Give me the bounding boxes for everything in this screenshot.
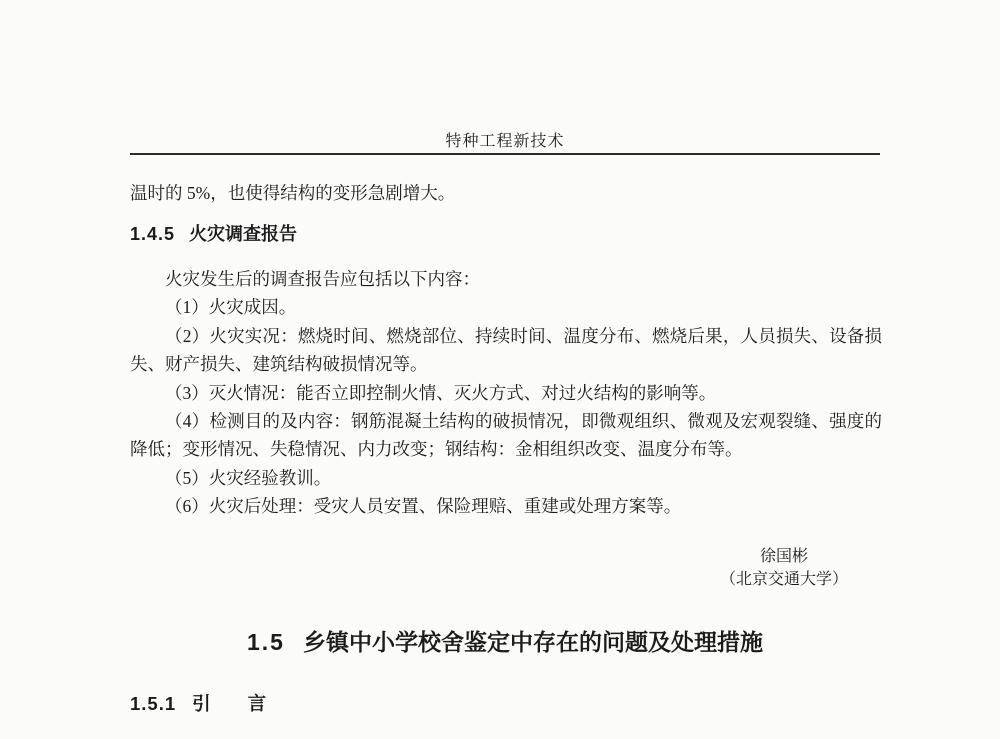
section-number: 1.5 [247,629,285,655]
report-item-5: （5）火灾经验教训。 [165,467,332,488]
running-head-title: 特种工程新技术 [445,133,565,150]
report-contents-block [130,265,882,521]
section-title: 火灾调查报告 [189,224,298,244]
author-name: 徐国彬 [759,548,808,565]
report-item-2: （2）火灾实况：燃烧时间、燃烧部位、持续时间、温度分布、燃烧后果，人员损失、设备损失、财产损失、建筑结构破损情况等。 [130,325,882,375]
section-heading-1-4-5 [130,220,880,246]
report-item-6: （6）火灾后处理：受灾人员安置、保险理赔、重建或处理方案等。 [165,496,682,517]
section-title: 引 言 [192,693,267,714]
section-title: 乡镇中小学校舍鉴定中存在的问题及处理措施 [302,629,763,655]
report-item-3: （3）灭火情况：能否立即控制火情、灭火方式、对过火结构的影响等。 [165,382,717,403]
report-lead-paragraph: 火灾发生后的调查报告应包括以下内容： [165,269,480,289]
report-item-1: （1）火灾成因。 [165,297,297,318]
header-rule [130,153,880,155]
paragraph-continuation: 温时的 5%，也使得结构的变形急剧增大。 [130,183,456,203]
section-number: 1.5.1 [130,693,177,714]
author-attribution [130,546,880,591]
section-heading-1-5-1 [130,690,880,716]
author-affiliation: （北京交通大学） [719,570,848,588]
attribution-inner [720,546,848,591]
report-item-4: （4）检测目的及内容：钢筋混凝土结构的破损情况，即微观组织、微观及宏观裂缝、强度的降低；变形情况、失稳情况、内力改变；钢结构：金相组织改变、温度分布等。 [130,411,882,460]
section-number: 1.4.5 [130,224,176,244]
section-heading-1-5 [130,624,880,657]
